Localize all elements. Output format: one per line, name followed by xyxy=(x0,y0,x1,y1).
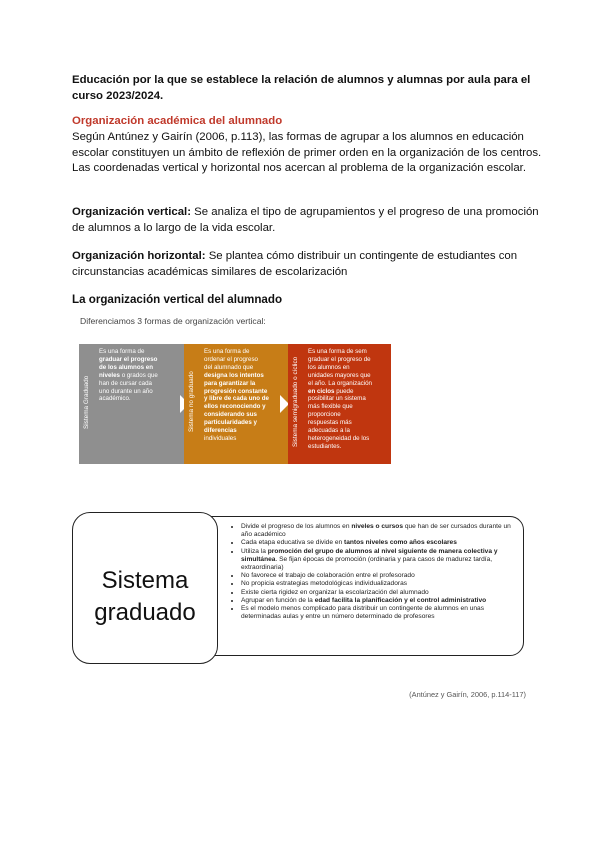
list-item: • Es el modelo menos complicado para distribuir un contingente de alumnos en unas determinadas aulas y entre un número determinado de profesores xyxy=(241,605,515,621)
list-item: • Cada etapa educativa se divide en tantos niveles como años escolares xyxy=(241,539,515,547)
vertical-text: Se analiza el tipo de agrupamientos y el progreso de una promoción de alumnos a lo largo de la vida escolar. xyxy=(72,206,539,234)
document-title: Educación por la que se establece la relación de alumnos y alumnas por aula para el curso 2023/2024. xyxy=(72,74,531,102)
box-semigraduado-side-label: Sistema semigraduado o cíclico xyxy=(292,356,299,448)
graduado-title-line2: graduado xyxy=(94,599,196,626)
section-heading: Organización académica del alumnado xyxy=(72,115,283,127)
box-graduado-side-label: Sistema Graduado xyxy=(83,375,90,429)
list-item: • No favorece el trabajo de colaboración entre el profesorado xyxy=(241,572,515,580)
box-semigraduado xyxy=(288,344,391,464)
list-item: • No propicia estrategias metodológicas individualizadoras xyxy=(241,580,515,588)
subsection-title: La organización vertical del alumnado xyxy=(72,293,283,306)
box-graduado xyxy=(79,344,193,464)
horizontal-label: Organización horizontal: xyxy=(72,250,206,262)
list-item: • Utiliza la promoción del grupo de alumnos al nivel siguiente de manera colectiva y simultánea. Se fijan épocas de promoción (ordinaria y para casos de madurez tardía, extraordinaria) xyxy=(241,548,515,573)
intro-paragraph: Según Antúnez y Gairín (2006, p.113), las formas de agrupar a los alumnos en educación escolar constituyen un ámbito de reflexión de primer orden en la organización de los centros. Las coordenadas vertical y horizontal nos acercan al problema de la organización escolar. xyxy=(72,131,542,174)
list-item: • Agrupar en función de la edad facilita la planificación y el control administrativo xyxy=(241,597,515,605)
vertical-paragraph xyxy=(72,205,542,236)
graduado-features-box xyxy=(192,516,524,656)
vertical-label: Organización vertical: xyxy=(72,206,192,218)
box-graduado-text: Es una forma de graduar el progreso de los alumnos en niveles o grados que han de cursar cada uno durante un año académico. xyxy=(99,348,158,403)
graduado-features-list xyxy=(233,523,515,621)
graduado-title-box xyxy=(72,512,218,664)
box-no-graduado xyxy=(184,344,288,464)
list-item: • Divide el progreso de los alumnos en niveles o cursos que han de ser cursados durante un año académico xyxy=(241,523,515,539)
box-no-graduado-side-label: Sistema no graduado xyxy=(188,371,195,433)
box-semigraduado-text: Es una forma de sem graduar el progreso de los alumnos en unidades mayores que el año. La organización en ciclos puede posibilitar un sistema más flexible que proporcione respuestas más adecuadas a la heterogeneidad de los estudiantes. xyxy=(308,348,372,450)
organization-diagram xyxy=(79,344,391,464)
horizontal-paragraph xyxy=(72,249,542,280)
diagram-caption: Diferenciamos 3 formas de organización vertical: xyxy=(80,316,266,326)
box-no-graduado-text: Es una forma de ordenar el progreso del alumnado que designa los intentos para garantizar la progresión constante y libre de cada uno de ellos reconociendo y considerando sus particularidades y diferencias individuales xyxy=(204,348,269,442)
list-item: • Existe cierta rigidez en organizar la escolarización del alumnado xyxy=(241,589,515,597)
horizontal-text: Se plantea cómo distribuir un contingente de estudiantes con circunstancias académicas similares de escolarización xyxy=(72,250,518,278)
graduado-title-line1: Sistema xyxy=(101,567,189,594)
citation: (Antúnez y Gairín, 2006, p.114-117) xyxy=(409,690,526,699)
sistema-graduado-figure xyxy=(72,512,524,664)
